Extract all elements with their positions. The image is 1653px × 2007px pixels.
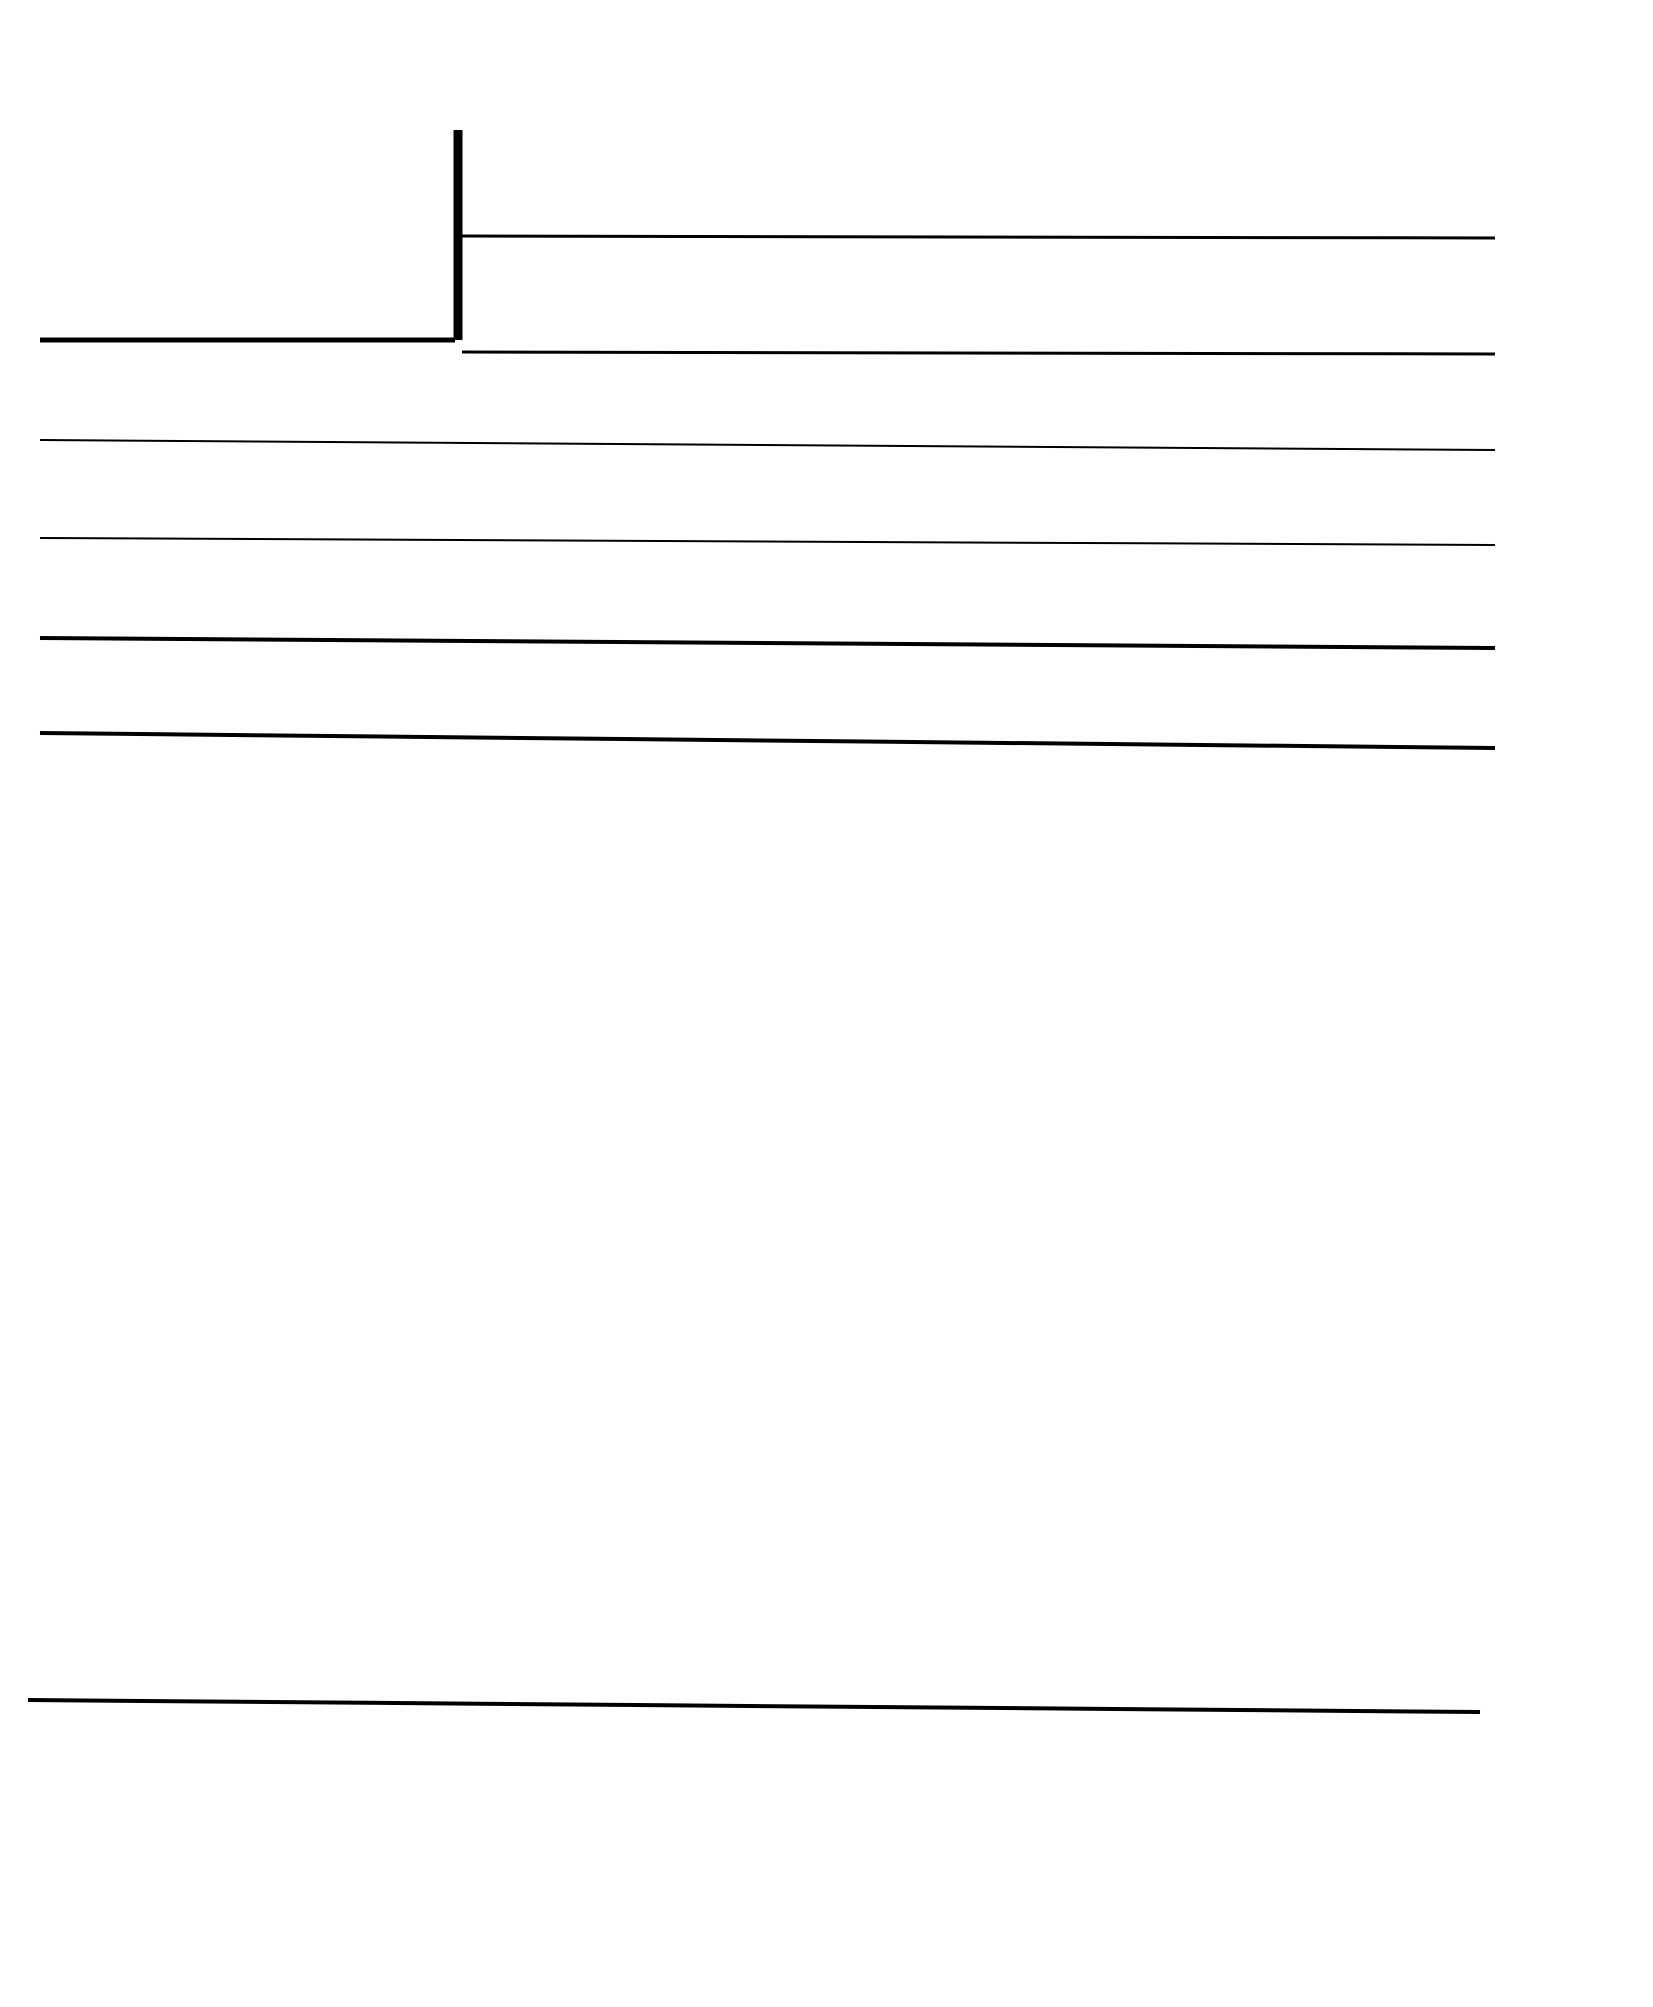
blank-rule-2 [40, 538, 1495, 545]
table-bottom-rule [28, 1700, 1480, 1712]
table-top-rule [40, 638, 1495, 648]
header-bottom-rule [40, 733, 1495, 748]
title-rule-1 [462, 236, 1495, 238]
title-rule-2 [462, 352, 1495, 354]
blank-rule-1 [40, 440, 1495, 450]
